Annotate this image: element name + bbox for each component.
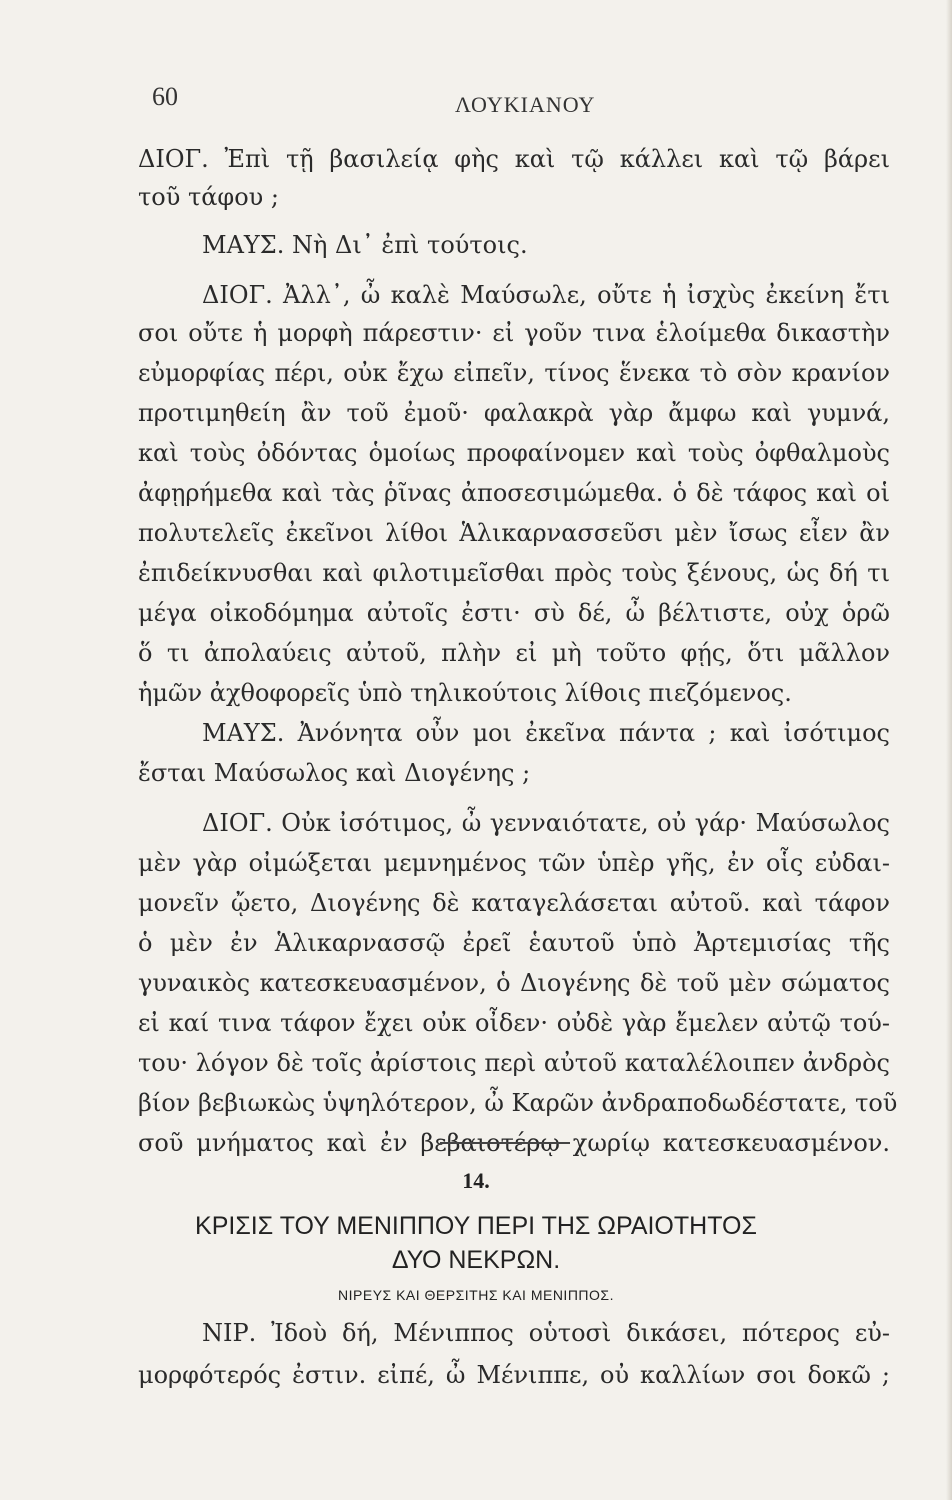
text-line: ΔΙΟΓ. Οὐκ ἰσότιμος, ὦ γενναιότατε, οὐ γάρ· Μαύσωλος (202, 809, 890, 837)
text-line: ὅ τι ἀπολαύεις αὐτοῦ, πλὴν εἰ μὴ τοῦτο φῄς, ὅτι μᾶλλον (138, 639, 890, 667)
text-line: καὶ τοὺς ὀδόντας ὁμοίως προφαίνομεν καὶ τοὺς ὀφθαλμοὺς (138, 439, 890, 467)
text-line: βίον βεβιωκὼς ὑψηλότερον, ὦ Καρῶν ἀνδραποδωδέστατε, τοῦ (138, 1089, 898, 1117)
text-line: σοι οὔτε ἡ μορφὴ πάρεστιν· εἰ γοῦν τινα ἑλοίμεθα δικαστὴν (138, 319, 890, 347)
text-line: ἐπιδείκνυσθαι καὶ φιλοτιμεῖσθαι πρὸς τοὺς ξένους, ὡς δή τι (138, 559, 890, 587)
text-line: ΔΙΟΓ. Ἀλλ᾽, ὦ καλὲ Μαύσωλε, οὔτε ἡ ἰσχὺς ἐκείνη ἔτι (202, 281, 890, 309)
text-line: προτιμηθείη ἂν τοῦ ἐμοῦ· φαλακρὰ γὰρ ἄμφω καὶ γυμνά, (138, 399, 890, 427)
text-line: ἡμῶν ἀχθοφορεῖς ὑπὸ τηλικούτοις λίθοις πιεζόμενος. (138, 679, 792, 707)
text-line: τοῦ τάφου ; (138, 183, 279, 211)
section-divider (440, 1142, 570, 1144)
text-line: ὁ μὲν ἐν Ἁλικαρνασσῷ ἐρεῖ ἑαυτοῦ ὑπὸ Ἀρτεμισίας τῆς (138, 929, 890, 957)
text-line: σοῦ μνήματος καὶ ἐν βεβαιοτέρῳ χωρίῳ κατεσκευασμένον. (138, 1129, 890, 1157)
text-line: γυναικὸς κατεσκευασμένον, ὁ Διογένης δὲ τοῦ μὲν σώματος (138, 969, 890, 997)
text-line: εἰ καί τινα τάφον ἔχει οὐκ οἶδεν· οὐδὲ γὰρ ἔμελεν αὐτῷ τού- (138, 1009, 890, 1037)
running-head: ΛΟΥΚΙΑΝΟΥ (455, 92, 596, 117)
text-line: πολυτελεῖς ἐκεῖνοι λίθοι Ἁλικαρνασσεῦσι μὲν ἴσως εἶεν ἂν (138, 519, 890, 547)
text-line: εὐμορφίας πέρι, οὐκ ἔχω εἰπεῖν, τίνος ἕνεκα τὸ σὸν κρανίον (138, 359, 890, 387)
text-line: ΜΑΥΣ. Νὴ Δι᾽ ἐπὶ τούτοις. (202, 231, 528, 259)
section-speakers: ΝΙΡΕΥΣ ΚΑΙ ΘΕΡΣΙΤΗΣ ΚΑΙ ΜΕΝΙΠΠΟΣ. (338, 1287, 614, 1303)
text-line: ΝΙΡ. Ἰδοὺ δή, Μένιππος οὑτοσὶ δικάσει, πότερος εὐ- (202, 1319, 890, 1347)
section-number: 14. (462, 1168, 490, 1193)
text-line: ἔσται Μαύσωλος καὶ Διογένης ; (138, 759, 531, 787)
text-line: μὲν γὰρ οἰμώξεται μεμνημένος τῶν ὑπὲρ γῆς, ἐν οἷς εὐδαι- (138, 849, 890, 877)
text-line: μέγα οἰκοδόμημα αὐτοῖς ἐστι· σὺ δέ, ὦ βέλτιστε, οὐχ ὁρῶ (138, 599, 890, 627)
text-line: μονεῖν ᾤετο, Διογένης δὲ καταγελάσεται αὐτοῦ. καὶ τάφον (138, 889, 890, 917)
text-line: ΔΙΟΓ. Ἐπὶ τῇ βασιλείᾳ φὴς καὶ τῷ κάλλει καὶ τῷ βάρει (138, 145, 890, 173)
text-line: ἀφῃρήμεθα καὶ τὰς ῥῖνας ἀποσεσιμώμεθα. ὁ δὲ τάφος καὶ οἱ (138, 479, 890, 507)
text-line: ΜΑΥΣ. Ἀνόνητα οὖν μοι ἐκεῖνα πάντα ; καὶ ἰσότιμος (202, 719, 890, 747)
text-line: μορφότερός ἐστιν. εἰπέ, ὦ Μένιππε, οὐ καλλίων σοι δοκῶ ; (138, 1361, 890, 1389)
page-number: 60 (152, 82, 178, 111)
text-line: του· λόγον δὲ τοῖς ἀρίστοις περὶ αὐτοῦ καταλέλοιπεν ἀνδρὸς (138, 1049, 890, 1077)
section-title-continued: ΔΥΟ ΝΕΚΡΩΝ. (391, 1246, 561, 1274)
page-edge-shadow (946, 0, 952, 1500)
section-title: ΚΡΙΣΙΣ ΤΟΥ ΜΕΝΙΠΠΟΥ ΠΕΡΙ ΤΗΣ ΩΡΑΙΟΤΗΤΟΣ (195, 1212, 757, 1240)
